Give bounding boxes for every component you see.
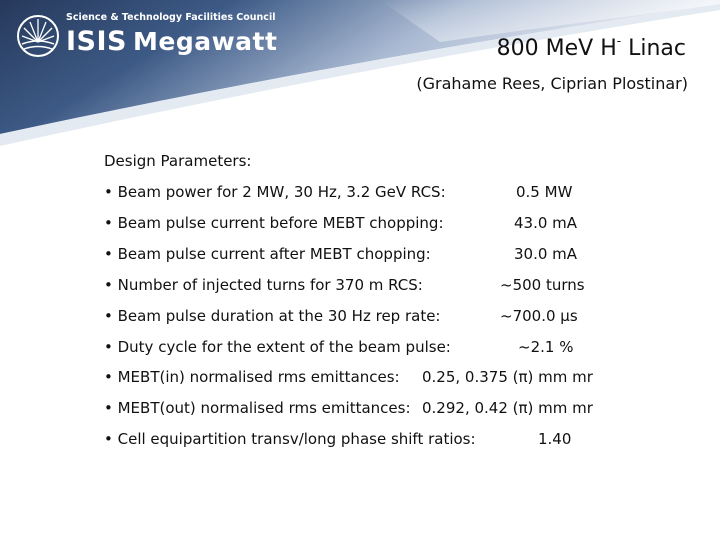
parameter-label: • Duty cycle for the extent of the beam pulse: <box>104 338 451 356</box>
parameter-label: • Beam power for 2 MW, 30 Hz, 3.2 GeV RCS: <box>104 183 446 201</box>
parameter-label: • Cell equipartition transv/long phase shift ratios: <box>104 430 476 448</box>
logo-wordmark <box>66 26 277 57</box>
parameter-label: • MEBT(out) normalised rms emittances: <box>104 399 411 417</box>
title-suffix: Linac <box>621 36 686 61</box>
parameter-label: • MEBT(in) normalised rms emittances: <box>104 368 400 386</box>
council-name: Science & Technology Facilities Council <box>66 12 276 23</box>
parameter-value: 0.292, 0.42 (π) mm mr <box>422 399 593 417</box>
parameter-value: 0.25, 0.375 (π) mm mr <box>422 368 593 386</box>
parameter-label: • Number of injected turns for 370 m RCS: <box>104 276 423 294</box>
parameter-label: • Beam pulse duration at the 30 Hz rep rate: <box>104 307 441 325</box>
slide-title <box>497 36 686 61</box>
sunburst-logo-icon <box>16 14 60 58</box>
logo-megawatt: Megawatt <box>132 27 278 56</box>
slide-subtitle: (Grahame Rees, Ciprian Plostinar) <box>416 74 688 93</box>
parameter-label: • Beam pulse current after MEBT chopping: <box>104 245 431 263</box>
isis-megawatt-logo <box>14 10 278 64</box>
parameter-value: ~700.0 µs <box>500 307 578 325</box>
parameter-value: 0.5 MW <box>516 183 573 201</box>
logo-isis: ISIS <box>66 26 127 57</box>
section-heading: Design Parameters: <box>104 152 252 170</box>
title-superscript: - <box>616 34 622 48</box>
parameter-label: • Beam pulse current before MEBT chopping: <box>104 214 444 232</box>
title-main: 800 MeV H <box>496 36 617 61</box>
parameter-value: ~500 turns <box>500 276 585 294</box>
parameter-value: 30.0 mA <box>514 245 578 263</box>
parameter-value: 43.0 mA <box>514 214 578 232</box>
parameter-value: 1.40 <box>538 430 572 448</box>
parameter-value: ~2.1 % <box>518 338 574 356</box>
